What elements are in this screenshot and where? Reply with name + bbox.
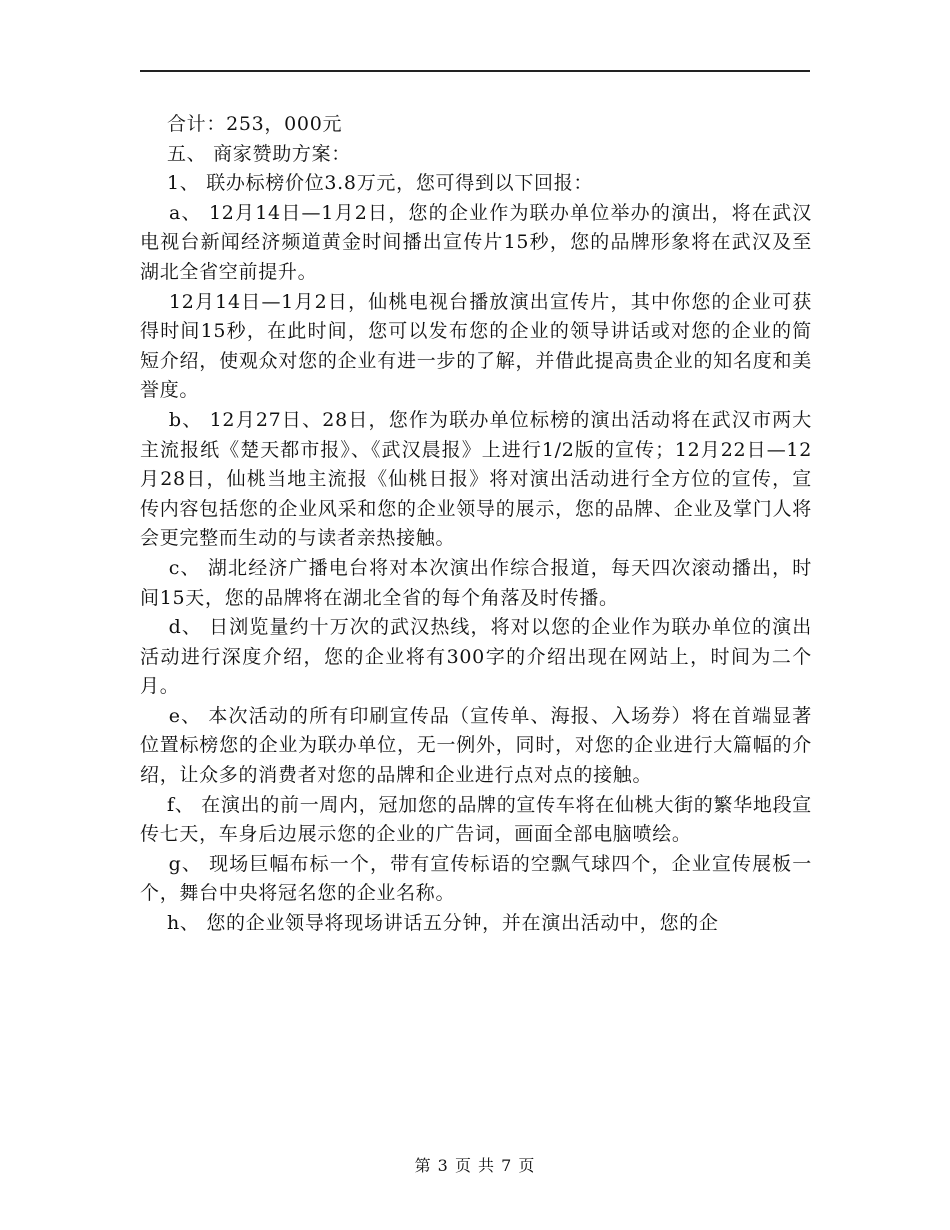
paragraph-total: 合计：253，000元 <box>140 113 343 135</box>
header-rule <box>140 70 810 72</box>
paragraph-item-a: a、 12月14日—1月2日，您的企业作为联办单位举办的演出，将在武汉电视台新闻经济频道黄金时间播出宣传片15秒，您的品牌形象将在武汉及至湖北全省空前提升。 <box>140 201 812 283</box>
paragraph-item-a-cont: 12月14日—1月2日，仙桃电视台播放演出宣传片，其中你您的企业可获得时间15秒，在此时间，您可以发布您的企业的领导讲话或对您的企业的简短介绍，使观众对您的企业有进一步的了解，并借此提高贵企业的知名度和美誉度。 <box>140 290 812 402</box>
paragraph-item-h: h、 您的企业领导将现场讲话五分钟，并在演出活动中，您的企 <box>140 912 719 935</box>
paragraph-item-g: g、 现场巨幅布标一个，带有宣传标语的空飘气球四个，企业宣传展板一个，舞台中央将冠名您的企业名称。 <box>140 852 812 905</box>
paragraph-item-b: b、 12月27日、28日，您作为联办单位标榜的演出活动将在武汉市两大主流报纸《楚天都市报》、《武汉晨报》上进行1/2版的宣传；12月22日—12月28日，仙桃当地主流报《仙桃日报》将对演出活动进行全方位的宣传，宣传内容包括您的企业风采和您的企业领导的展示，您的品牌、企业及掌门人将会更完整而生动的与读者亲热接触。 <box>140 408 813 550</box>
paragraph-item-f: f、 在演出的前一周内，冠加您的品牌的宣传车将在仙桃大街的繁华地段宣传七天，车身后边展示您的企业的广告词，画面全部电脑喷绘。 <box>140 793 812 846</box>
document-body <box>140 110 812 939</box>
page-footer: 第 3 页 共 7 页 <box>414 1156 536 1175</box>
paragraph-item-d: d、 日浏览量约十万次的武汉热线，将对以您的企业作为联办单位的演出活动进行深度介绍，您的企业将有300字的介绍出现在网站上，时间为二个月。 <box>140 616 812 698</box>
section-heading-sponsorship: 五、 商家赞助方案： <box>140 142 352 165</box>
paragraph-item-e: e、 本次活动的所有印刷宣传品（宣传单、海报、入场券）将在首端显著位置标榜您的企业为联办单位，无一例外，同时，对您的企业进行大篇幅的介绍，让众多的消费者对您的品牌和企业进行点对点的接触。 <box>140 704 812 787</box>
paragraph-item-c: c、 湖北经济广播电台将对本次演出作综合报道，每天四次滚动播出，时间15天，您的品牌将在湖北全省的每个角落及时传播。 <box>140 556 812 609</box>
paragraph-price: 1、 联办标榜价位3.8万元，您可得到以下回报： <box>140 172 594 195</box>
